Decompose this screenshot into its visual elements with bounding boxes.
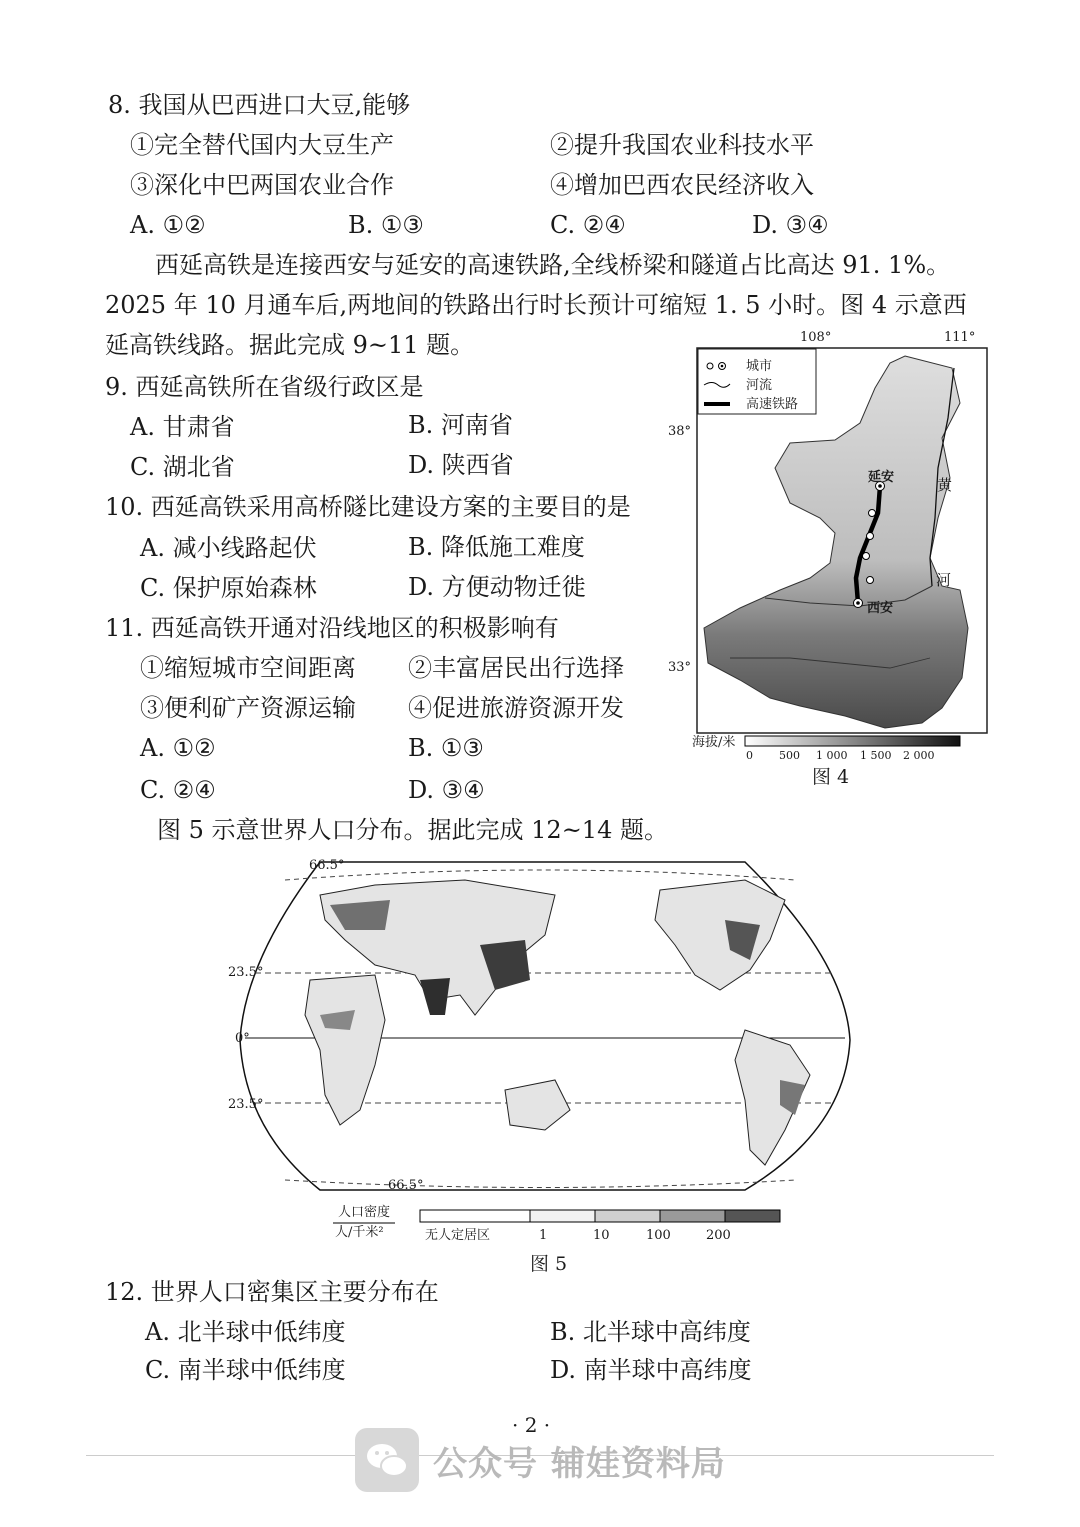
city-dot — [869, 510, 876, 517]
elev-tick: 0 — [746, 749, 753, 762]
q11-choice-b: B. ①③ — [408, 734, 484, 762]
q11-option-2: ②丰富居民出行选择 — [408, 654, 624, 682]
elev-tick: 500 — [779, 749, 800, 762]
legend-city-label: 城市 — [746, 359, 773, 374]
river-he-label: 河 — [936, 571, 952, 589]
q9-choice-b: B. 河南省 — [408, 411, 513, 439]
elevation-bar — [745, 736, 960, 746]
city-xian-label: 西安 — [867, 601, 894, 616]
q8-option-1: ①完全替代国内大豆生产 — [130, 131, 394, 159]
density-bar-1 — [530, 1210, 595, 1222]
city-dot — [867, 577, 874, 584]
density-tick: 1 — [539, 1228, 548, 1243]
q10-choice-b: B. 降低施工难度 — [408, 533, 585, 561]
intro-9-11-line2: 2025 年 10 月通车后,两地间的铁路出行时长预计可缩短 1. 5 小时。图 4 示意西 — [105, 291, 967, 319]
density-tick: 100 — [646, 1228, 671, 1243]
density-unit: 人/千米² — [335, 1225, 384, 1240]
q11-choice-c: C. ②④ — [140, 776, 216, 804]
q12-choice-d: D. 南半球中高纬度 — [550, 1356, 752, 1384]
density-bar-2 — [595, 1210, 660, 1222]
q11-choice-d: D. ③④ — [408, 776, 485, 804]
elev-tick: 1 000 — [816, 749, 848, 762]
page-number: · 2 · — [512, 1413, 551, 1437]
q11-option-3: ③便利矿产资源运输 — [140, 694, 356, 722]
q12-choice-b: B. 北半球中高纬度 — [550, 1318, 751, 1346]
elev-tick: 1 500 — [860, 749, 892, 762]
intro-9-11-line1: 西延高铁是连接西安与延安的高速铁路,全线桥梁和隧道占比高达 91. 1%。 — [155, 251, 951, 279]
lon-111-label: 111° — [944, 330, 976, 345]
q8-choice-c: C. ②④ — [550, 211, 626, 239]
q11-option-4: ④促进旅游资源开发 — [408, 694, 624, 722]
legend-rail-label: 高速铁路 — [746, 397, 799, 412]
intro-9-11-line3: 延高铁线路。据此完成 9~11 题。 — [105, 331, 475, 359]
lat-235n-label: 23.5° — [228, 965, 264, 980]
density-tick: 10 — [593, 1228, 610, 1243]
density-tick: 无人定居区 — [425, 1228, 491, 1243]
figure-5-map — [225, 850, 865, 1280]
lat-33-label: 33° — [668, 660, 692, 675]
q8-stem: 8. 我国从巴西进口大豆,能够 — [108, 91, 411, 119]
lat-665s-label: 66.5° — [388, 1178, 424, 1193]
q10-choice-a: A. 减小线路起伏 — [140, 534, 317, 562]
density-bar-3 — [660, 1210, 725, 1222]
density-tick: 200 — [706, 1228, 731, 1243]
wechat-icon — [355, 1428, 419, 1492]
q12-choice-c: C. 南半球中低纬度 — [145, 1356, 346, 1384]
q11-choice-a: A. ①② — [140, 734, 216, 762]
intro-12-14: 图 5 示意世界人口分布。据此完成 12~14 题。 — [157, 816, 668, 844]
lat-665n-label: 66.5° — [309, 858, 345, 873]
q8-choice-b: B. ①③ — [348, 211, 424, 239]
q9-choice-d: D. 陕西省 — [408, 451, 514, 479]
city-dot — [867, 533, 874, 540]
city-yanan-label: 延安 — [868, 470, 895, 485]
density-bar-4 — [725, 1210, 780, 1222]
q11-stem: 11. 西延高铁开通对沿线地区的积极影响有 — [105, 614, 559, 642]
watermark-brand-text: 公众号 辅娃资料局 — [433, 1443, 726, 1484]
lat-235s-label: 23.5° — [228, 1097, 264, 1112]
density-bar-0 — [420, 1210, 530, 1222]
lat-38-label: 38° — [668, 424, 692, 439]
elev-tick: 2 000 — [903, 749, 935, 762]
q8-option-4: ④增加巴西农民经济收入 — [550, 171, 814, 199]
q12-stem: 12. 世界人口密集区主要分布在 — [105, 1278, 439, 1306]
q8-option-2: ②提升我国农业科技水平 — [550, 131, 814, 159]
figure-4-caption: 图 4 — [812, 766, 850, 788]
q9-stem: 9. 西延高铁所在省级行政区是 — [105, 373, 424, 401]
q11-option-1: ①缩短城市空间距离 — [140, 654, 356, 682]
q9-choice-c: C. 湖北省 — [130, 453, 235, 481]
elevation-label: 海拔/米 — [692, 735, 736, 750]
legend-river-label: 河流 — [746, 378, 773, 393]
q9-choice-a: A. 甘肃省 — [130, 413, 235, 441]
lon-108-label: 108° — [800, 330, 832, 345]
density-label: 人口密度 — [338, 1205, 391, 1220]
lat-0-label: 0° — [235, 1031, 250, 1046]
q10-choice-d: D. 方便动物迁徙 — [408, 573, 586, 601]
q8-option-3: ③深化中巴两国农业合作 — [130, 171, 394, 199]
q10-choice-c: C. 保护原始森林 — [140, 574, 317, 602]
q8-choice-a: A. ①② — [130, 211, 206, 239]
figure-5-caption: 图 5 — [530, 1253, 568, 1275]
watermark-brand — [355, 1428, 726, 1492]
city-dot — [863, 553, 870, 560]
figure-4-map — [660, 328, 990, 798]
river-huang-label: 黄 — [937, 476, 953, 494]
q8-choice-d: D. ③④ — [752, 211, 829, 239]
q10-stem: 10. 西延高铁采用高桥隧比建设方案的主要目的是 — [105, 493, 631, 521]
q12-choice-a: A. 北半球中低纬度 — [145, 1318, 346, 1346]
